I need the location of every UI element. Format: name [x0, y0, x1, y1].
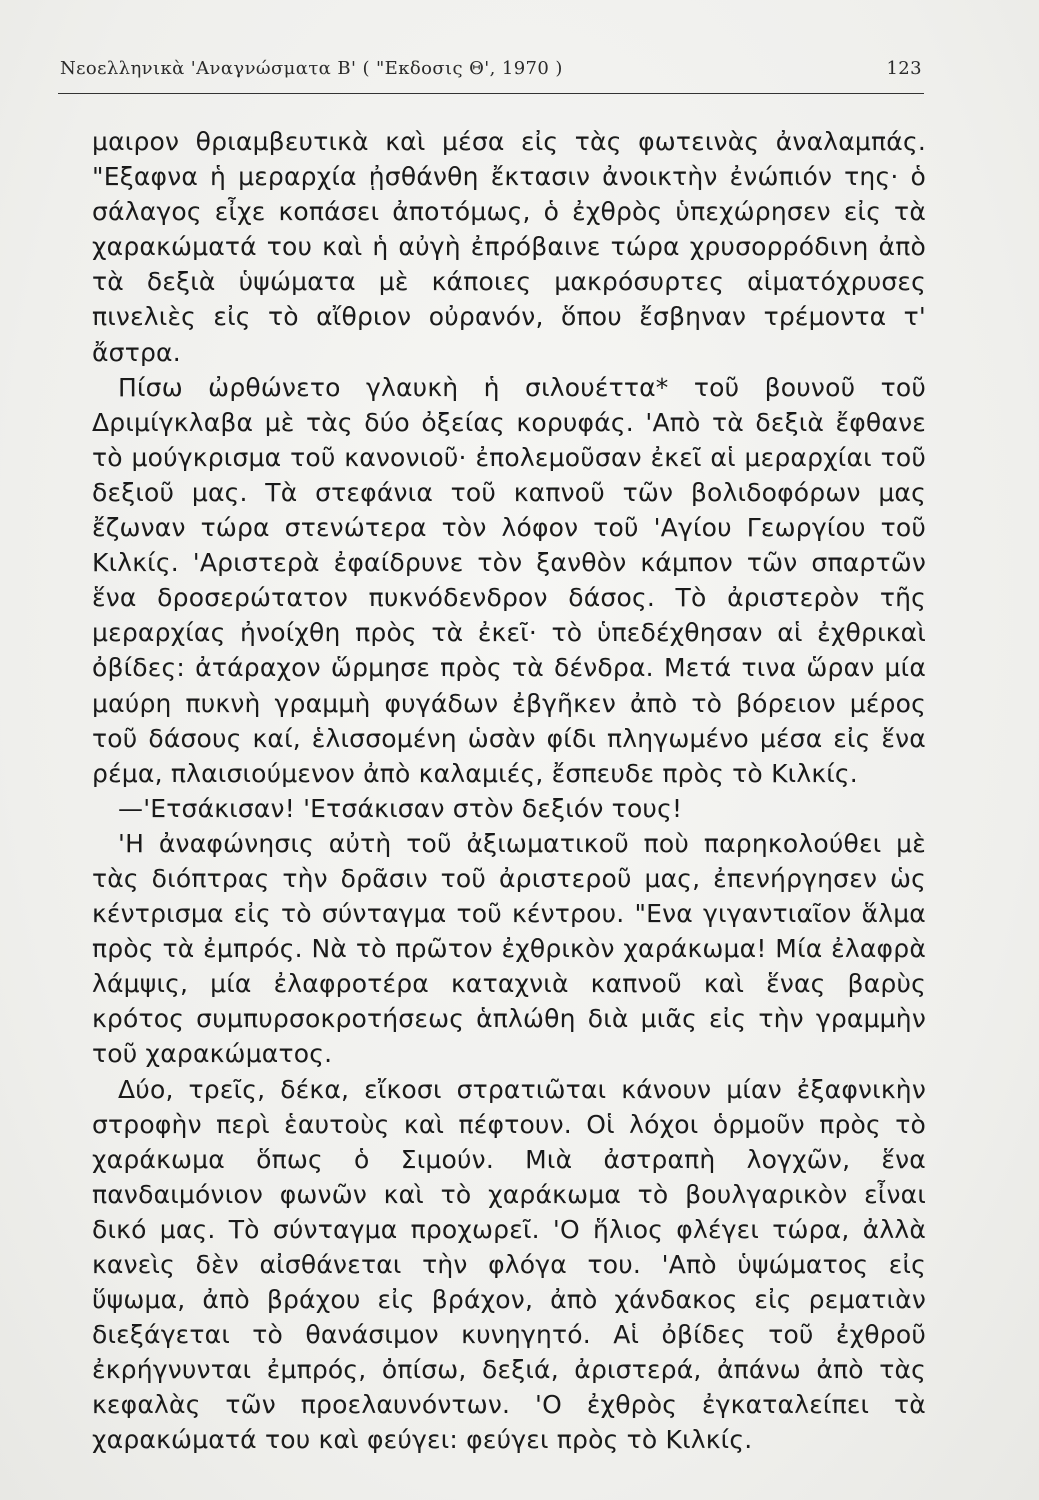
dialogue-line: —'Ετσάκισαν! 'Ετσάκισαν στὸν δεξιόν τους! [118, 793, 683, 823]
paragraph: Δύο, τρεῖς, δέκα, εἴκοσι στρατιῶται κάνουν μίαν ἐξαφνικὴν στροφὴν περὶ ἑαυτοὺς καὶ πέφτουν. Οἱ λόχοι ὁρμοῦν πρὸς τὸ χαράκωμα ὅπως ὁ Σιμούν. Μιὰ ἀστραπὴ λογχῶν, ἕνα πανδαιμόνιον φωνῶν καὶ τὸ χαράκωμα τὸ βουλγαρικὸν εἶναι δικό μας. Τὸ σύνταγμα προχωρεῖ. 'Ο ἥλιος φλέγει τώρα, ἀλλὰ κανεὶς δὲν αἰσθάνεται τὴν φλόγα του. 'Απὸ ὑψώματος εἰς ὕψωμα, ἀπὸ βράχου εἰς βράχον, ἀπὸ χάνδακος εἰς ρεματιὰν διεξάγεται τὸ θανάσιμον κυνηγητό. Αἱ ὀβίδες τοῦ ἐχθροῦ ἐκρήγνυνται ἐμπρός, ὀπίσω, δεξιά, ἀριστερά, ἀπάνω ἀπὸ τὰς κεφαλὰς τῶν προελαυνόντων. 'Ο ἐχθρὸς ἐγκαταλείπει τὰ χαρακώματά του καὶ φεύγει: φεύγει πρὸς τὸ Κιλκίς. [92, 1074, 926, 1455]
paragraph-continuation: μαιρον θριαμβευτικὰ καὶ μέσα εἰς τὰς φωτεινὰς ἀναλαμπάς. "Εξαφνα ἡ μεραρχία ᾐσθάνθη ἔκτασιν ἀνοικτὴν ἐνώπιόν της· ὁ σάλαγος εἶχε κοπάσει ἀποτόμως, ὁ ἐχθρὸς ὑπεχώρησεν εἰς τὰ χαρακώματά του καὶ ἡ αὐγὴ ἐπρόβαινε τώρα χρυσορρόδινη ἀπὸ τὰ δεξιὰ ὑψώματα μὲ κάποιες μακρόσυρτες αἱματόχρυσες πινελιὲς εἰς τὸ αἴθριον οὐρανόν, ὅπου ἔσβηναν τρέμοντα τ' ἄστρα. [92, 127, 926, 367]
header-rule [58, 93, 924, 94]
paragraph: 'Η ἀναφώνησις αὐτὴ τοῦ ἀξιωματικοῦ ποὺ παρηκολούθει μὲ τὰς διόπτρας τὴν δρᾶσιν τοῦ ἀριστεροῦ μας, ἐπενήργησεν ὡς κέντρισμα εἰς τὸ σύνταγμα τοῦ κέντρου. "Ενα γιγαντιαῖον ἅλμα πρὸς τὰ ἐμπρός. Νὰ τὸ πρῶτον ἐχθρικὸν χαράκωμα! Μία ἐλαφρὰ λάμψις, μία ἐλαφροτέρα καταχνιὰ καπνοῦ καὶ ἕνας βαρὺς κρότος συμπυρσοκροτήσεως ἁπλώθη διὰ μιᾶς εἰς τὴν γραμμὴν τοῦ χαρακώματος. [92, 828, 926, 1069]
page-header [60, 58, 922, 88]
body-text [92, 124, 926, 1458]
running-title: Νεοελληνικὰ 'Αναγνώσματα Β' ( "Εκδοσις Θ', 1970 ) [60, 58, 563, 79]
paragraph: Πίσω ὠρθώνετο γλαυκὴ ἡ σιλουέττα* τοῦ βουνοῦ τοῦ Δριμίγκλαβα μὲ τὰς δύο ὀξείας κορυφάς. 'Απὸ τὰ δεξιὰ ἔφθανε τὸ μούγκρισμα τοῦ κανονιοῦ· ἐπολεμοῦσαν ἐκεῖ αἱ μεραρχίαι τοῦ δεξιοῦ μας. Τὰ στεφάνια τοῦ καπνοῦ τῶν βολιδοφόρων μας ἔζωναν τώρα στενώτερα τὸν λόφον τοῦ 'Αγίου Γεωργίου τοῦ Κιλκίς. 'Αριστερὰ ἐφαίδρυνε τὸν ξανθὸν κάμπον τῶν σπαρτῶν ἕνα δροσερώτατον πυκνόδενδρον δάσος. Τὸ ἀριστερὸν τῆς μεραρχίας ἠνοίχθη πρὸς τὰ ἐκεῖ· τὸ ὑπεδέχθησαν αἱ ἐχθρικαὶ ὀβίδες: ἀτάραχον ὥρμησε πρὸς τὰ δένδρα. Μετά τινα ὥραν μία μαύρη πυκνὴ γραμμὴ φυγάδων ἐβγῆκεν ἀπὸ τὸ βόρειον μέρος τοῦ δάσους καί, ἑλισσομένη ὡσὰν φίδι πληγωμένο μέσα εἰς ἕνα ρέμα, πλαισιούμενον ἀπὸ καλαμιές, ἔσπευδε πρὸς τὸ Κιλκίς. [92, 372, 926, 788]
page-number: 123 [886, 58, 922, 79]
